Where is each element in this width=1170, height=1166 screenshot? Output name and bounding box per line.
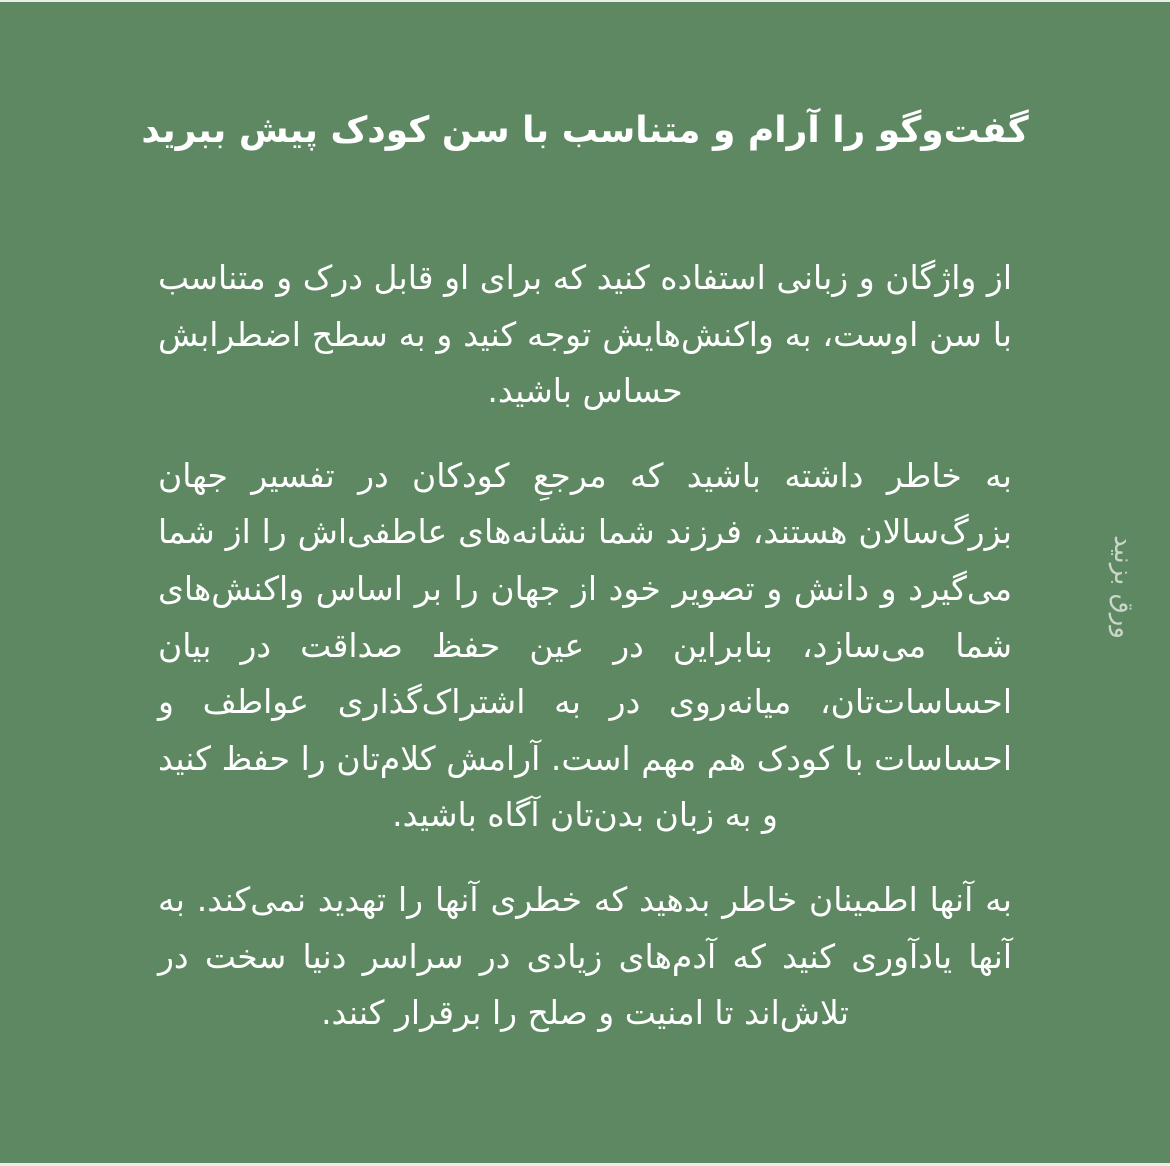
paragraph-2: به خاطر داشته باشید که مرجعِ کودکان در تفسیر جهان بزرگ‌سالان هستند، فرزند شما نشانه‌های عاطفی‌اش را از شما می‌گیرد و دانش و تصویر خود از جهان را بر اساس واکنش‌های شما می‌سازد، بنابراین در عین حفظ صداقت در بیان احساسات‌تان، میانه‌روی در به اشتراک‌گذاری عواطف و احساسات با کودک هم مهم است. آرامش کلام‌تان را حفظ کنید و به زبان بدن‌تان آگاه باشید. <box>158 455 1012 835</box>
swipe-hint <box>1093 502 1153 672</box>
card-title: گفت‌وگو را آرام و متناسب با سن کودک پیش ببرید <box>141 110 1029 151</box>
swipe-hint-label: ورق بزنید <box>1108 535 1138 639</box>
card-body <box>158 250 1012 1070</box>
paragraph-1: از واژگان و زبانی استفاده کنید که برای او قابل درک و متناسب با سن اوست، به واکنش‌هایش توجه کنید و به سطح اضطرابش حساس باشید. <box>158 258 1012 411</box>
paragraph-3: به آنها اطمینان خاطر بدهید که خطری آنها را تهدید نمی‌کند. به آنها یادآوری کنید که آدم‌های زیادی در سراسر دنیا سخت در تلاش‌اند تا امنیت و صلح را برقرار کنند. <box>158 879 1012 1033</box>
